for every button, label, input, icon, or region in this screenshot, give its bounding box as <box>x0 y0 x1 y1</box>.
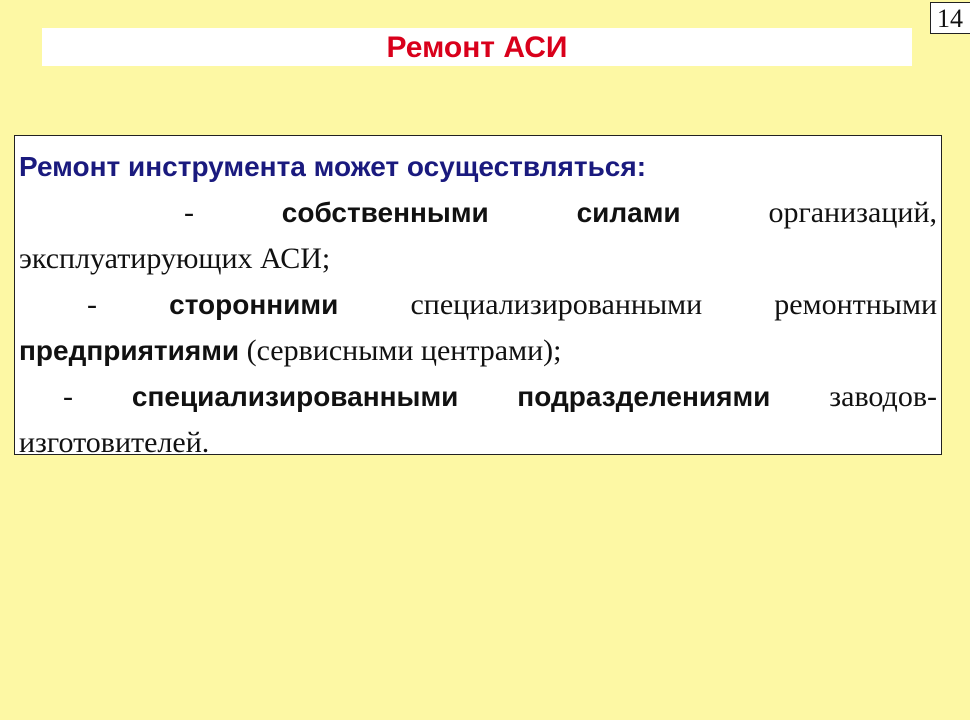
slide-title: Ремонт АСИ <box>42 28 912 66</box>
item-rest: организаций, <box>768 196 937 229</box>
item-rest: заводов- <box>829 380 937 413</box>
list-item-manufacturer <box>19 374 937 466</box>
item-line2-rest: (сервисными центрами); <box>246 334 562 367</box>
item-line2: изготовителей. <box>19 426 210 459</box>
item-bold: сторонними <box>169 289 339 320</box>
item-bold-word-2: подразделениями <box>517 381 771 412</box>
item-bold-word-1: специализированными <box>131 381 459 412</box>
item-line2-bold: предприятиями <box>19 335 240 366</box>
content-box <box>14 135 942 459</box>
item-dash: - <box>87 288 97 321</box>
item-rest-word-1: специализированными <box>410 288 703 321</box>
page-number: 14 <box>930 2 970 34</box>
item-dash: - <box>184 196 194 229</box>
list-item-third-party <box>19 282 937 374</box>
item-dash: - <box>63 380 73 413</box>
item-rest-word-2: ремонтными <box>774 288 937 321</box>
item-bold-word-2: силами <box>576 197 681 228</box>
list-item-own-forces <box>19 190 937 282</box>
item-bold-word-1: собственными <box>281 197 489 228</box>
content-heading: Ремонт инструмента может осуществляться: <box>19 151 647 182</box>
item-line2: эксплуатирующих АСИ; <box>19 242 331 275</box>
